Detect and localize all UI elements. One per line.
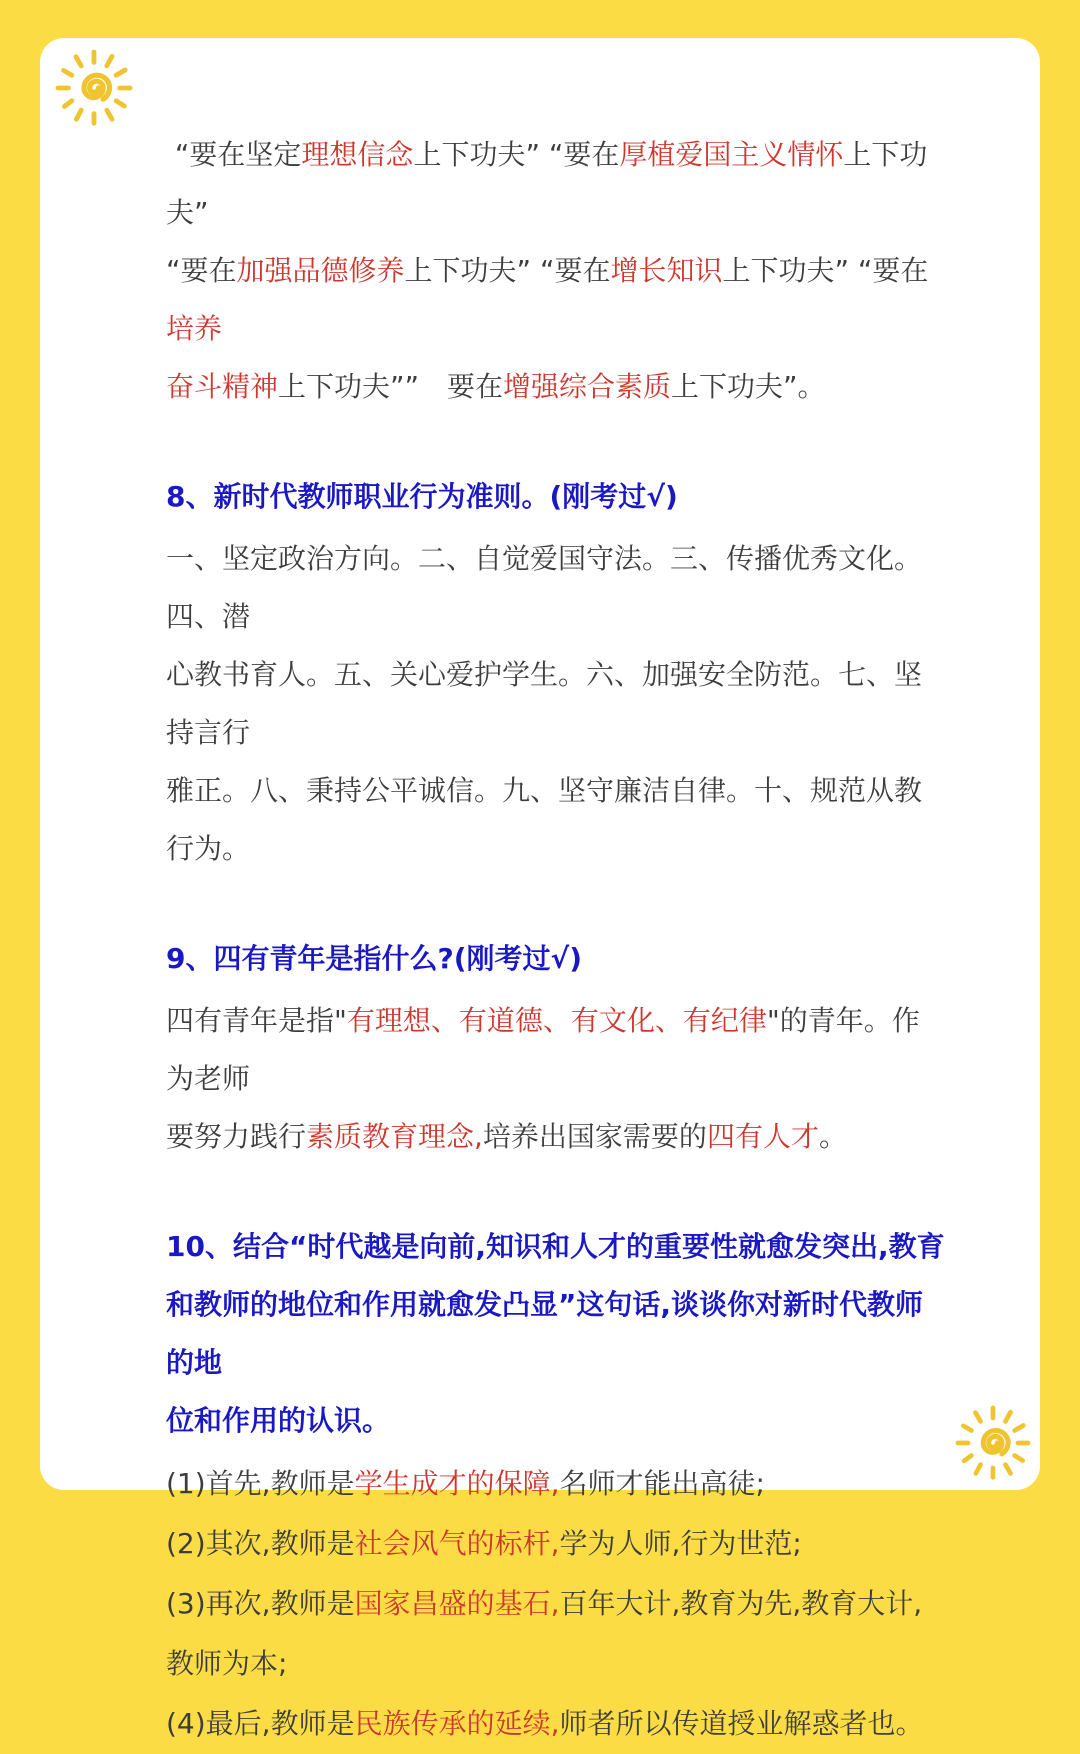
question-8-answer: 一、坚定政治方向。二、自觉爱国守法。三、传播优秀文化。四、潜 心教书育人。五、关心爱护学生。六、加强安全防范。七、坚持言行 雅正。八、秉持公平诚信。九、坚守廉洁自律。十、规范从教行为。 bbox=[166, 542, 923, 865]
content-card bbox=[40, 38, 1040, 1740]
document-content bbox=[166, 126, 946, 1754]
opening-quotes-paragraph: “要在坚定理想信念上下功夫” “要在厚植爱国主义情怀上下功夫” “要在加强品德修养上下功夫” “要在增长知识上下功夫” “要在培养 奋斗精神上下功夫”” 要在增强综合素质上下功夫”。 bbox=[166, 138, 929, 403]
question-10-heading: 10、结合“时代越是向前,知识和人才的重要性就愈发突出,教育 和教师的地位和作用就愈发凸显”这句话,谈谈你对新时代教师的地 位和作用的认识。 bbox=[166, 1230, 945, 1437]
sun-spiral-icon bbox=[954, 1404, 1032, 1482]
question-9-answer: 四有青年是指"有理想、有道德、有文化、有纪律"的青年。作为老师 要努力践行素质教育理念,培养出国家需要的四有人才。 bbox=[166, 1004, 920, 1153]
sun-spiral-icon bbox=[54, 48, 134, 128]
question-9-heading: 9、四有青年是指什么?(刚考过√) bbox=[166, 942, 582, 975]
question-8-heading: 8、新时代教师职业行为准则。(刚考过√) bbox=[166, 480, 678, 513]
question-10-answer: (1)首先,教师是学生成才的保障,名师才能出高徒; (2)其次,教师是社会风气的标杆,学为人师,行为世范; (3)再次,教师是国家昌盛的基石,百年大计,教育为先,教育大计, 教师为本; (4)最后,教师是民族传承的延续,师者所以传道授业解惑者也。 bbox=[166, 1467, 924, 1740]
